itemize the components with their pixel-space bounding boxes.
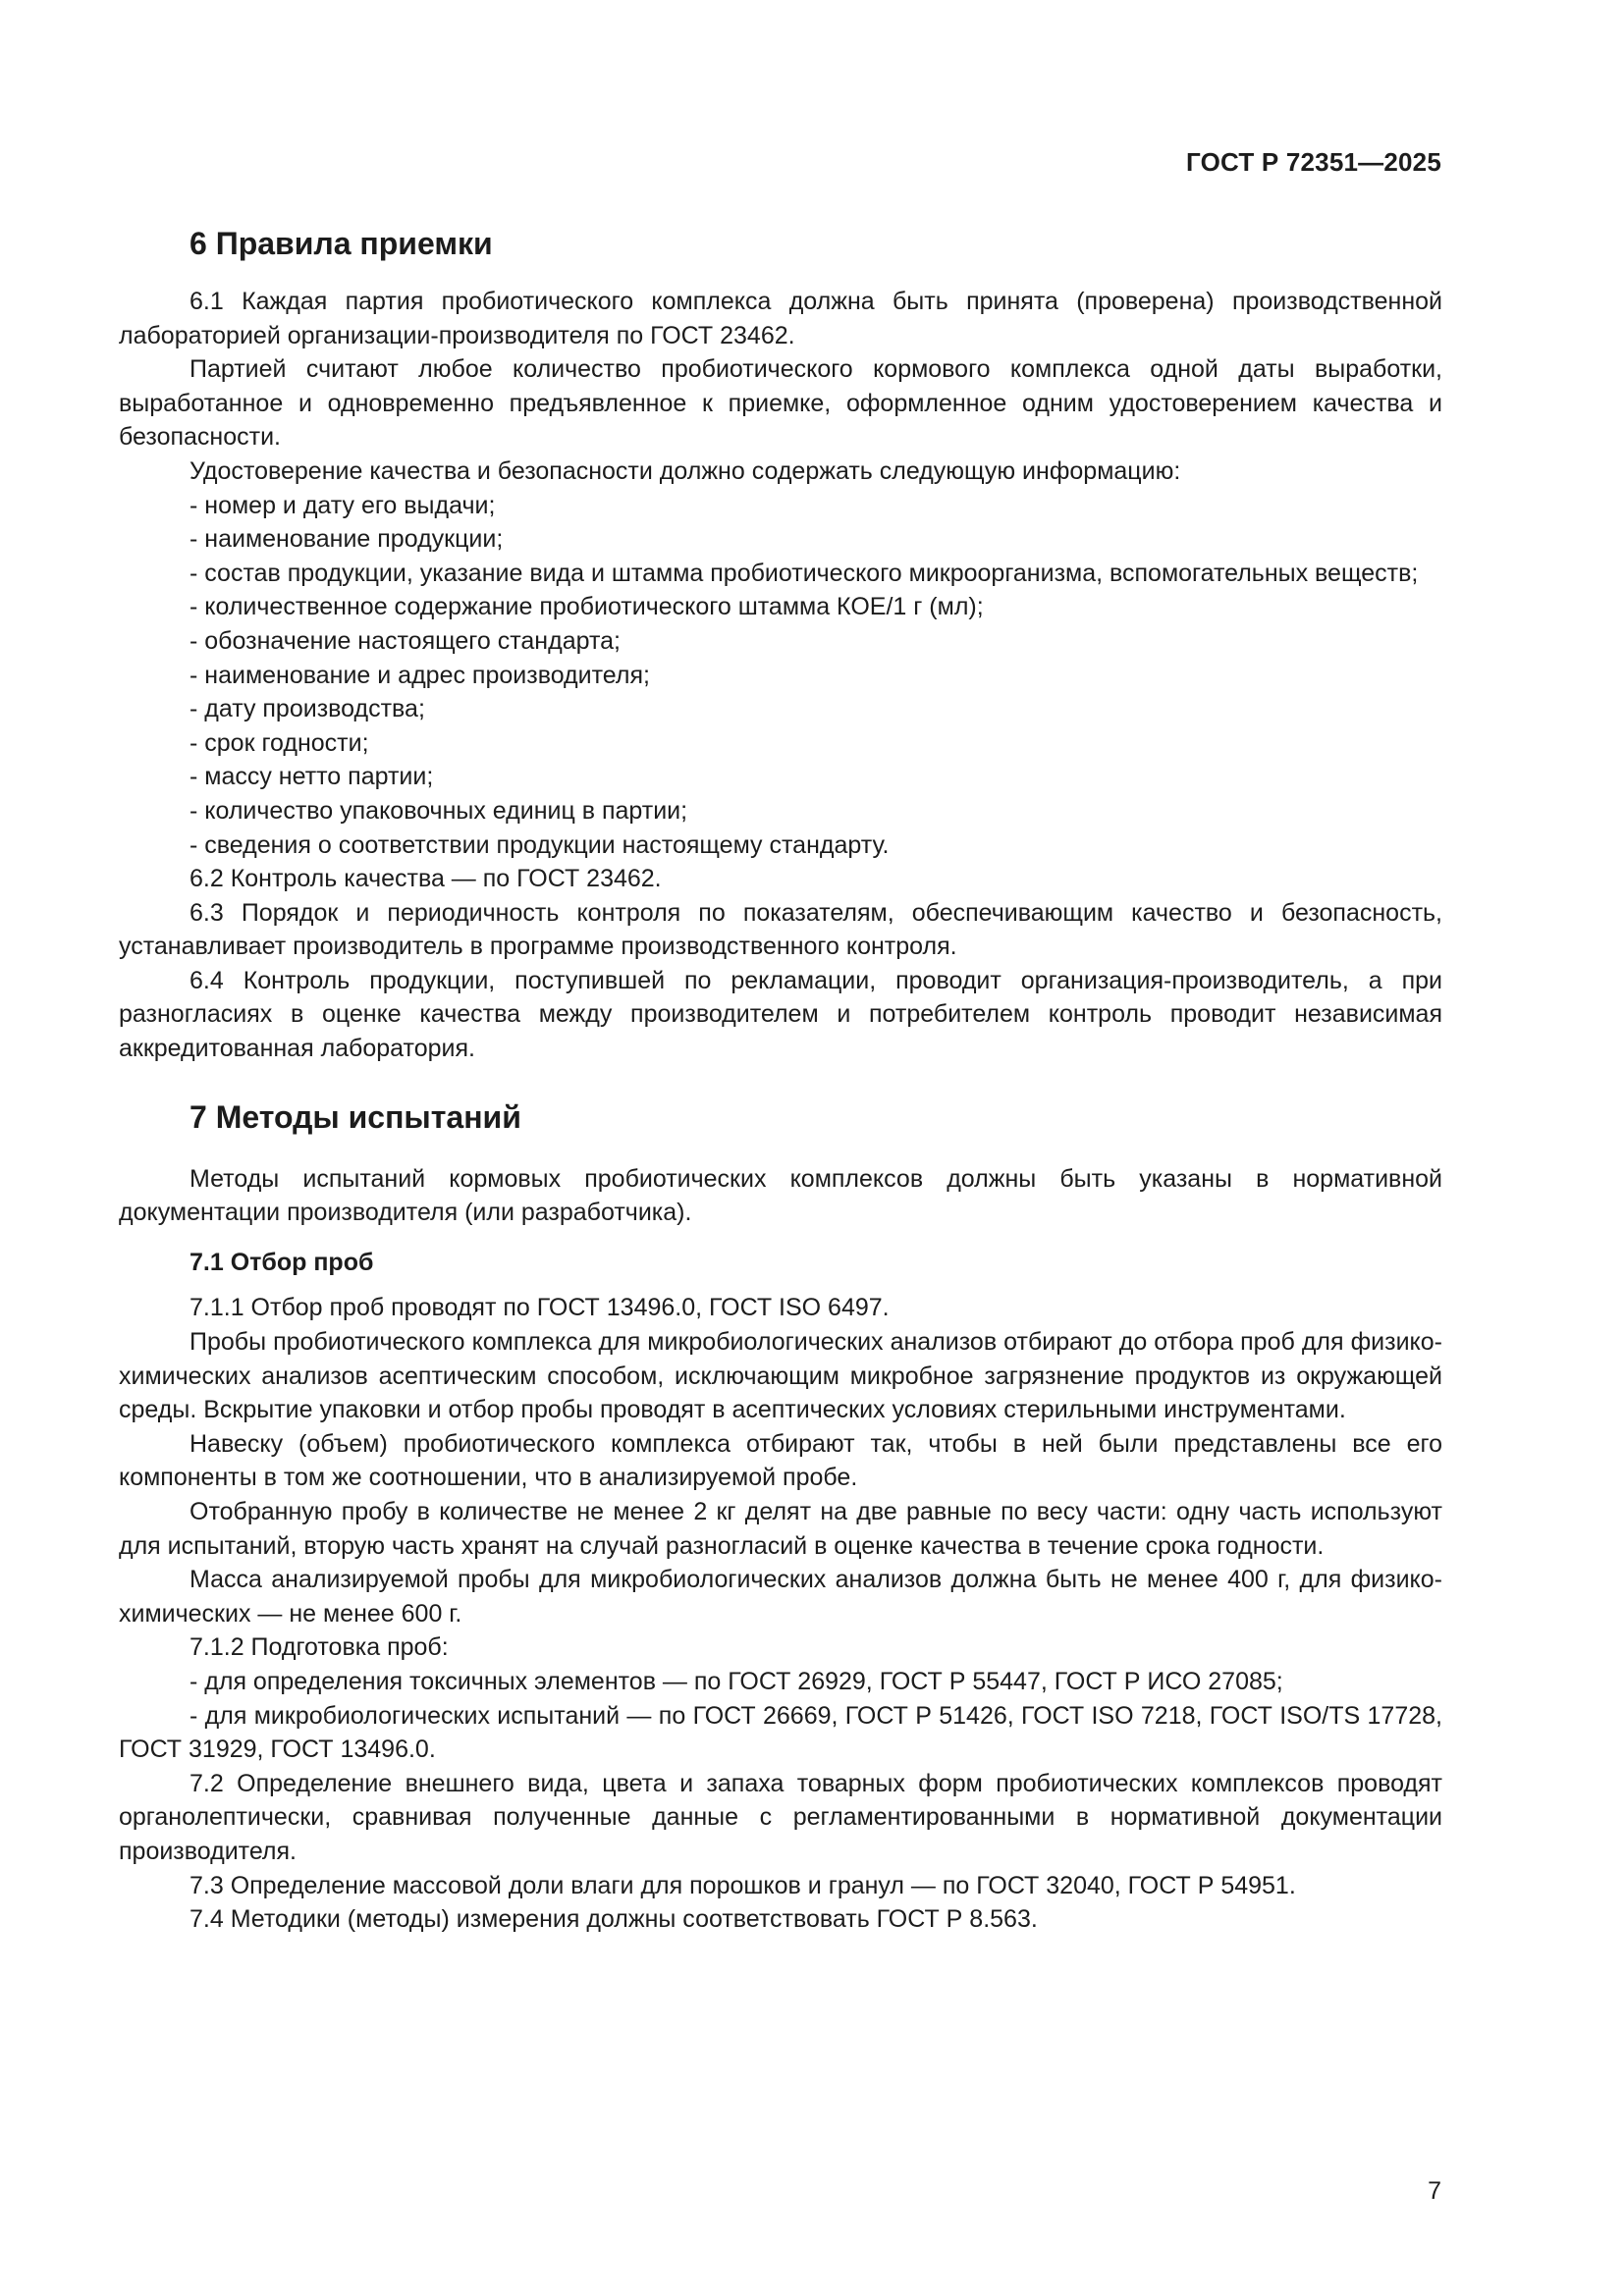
paragraph-microbiological-tests: - для микробиологических испытаний — по ГОСТ 26669, ГОСТ Р 51426, ГОСТ ISO 7218, ГОСТ ISO/TS 17728, ГОСТ 31929, ГОСТ 13496.0. bbox=[119, 1701, 1442, 1764]
paragraph-toxic-elements: - для определения токсичных элементов — по ГОСТ 26929, ГОСТ Р 55447, ГОСТ Р ИСО 27085; bbox=[189, 1667, 1283, 1695]
paragraph-7-intro: Методы испытаний кормовых пробиотических комплексов должны быть указаны в нормативной документации производителя (или разработчика). bbox=[119, 1164, 1442, 1227]
list-item: - номер и дату его выдачи; bbox=[189, 491, 496, 519]
paragraph-7-2: 7.2 Определение внешнего вида, цвета и запаха товарных форм пробиотических комплексов проводят органолептически, сравнивая полученные данные с регламентированными в нормативной документации производителя. bbox=[119, 1769, 1442, 1865]
list-item: - дату производства; bbox=[189, 695, 425, 723]
list-item: - количество упаковочных единиц в партии; bbox=[189, 796, 688, 825]
subsection-7-1-title: 7.1 Отбор проб bbox=[189, 1248, 374, 1276]
paragraph-batch-definition: Партией считают любое количество пробиотического кормового комплекса одной даты выработки, выработанное и одновременно предъявленное к приемке, оформленное одним удостоверением качества и безопасности. bbox=[119, 355, 1442, 452]
paragraph-certificate-info: Удостоверение качества и безопасности должно содержать следующую информацию: bbox=[189, 456, 1181, 485]
document-header-id: ГОСТ Р 72351—2025 bbox=[1186, 147, 1441, 177]
list-item: - обозначение настоящего стандарта; bbox=[189, 626, 621, 655]
paragraph-6-4: 6.4 Контроль продукции, поступившей по рекламации, проводит организация-производитель, а при разногласиях в оценке качества между производителем и потребителем контроль проводит независимая аккредитованная лаборатория. bbox=[119, 966, 1442, 1063]
paragraph-sample-mass: Масса анализируемой пробы для микробиологических анализов должна быть не менее 400 г, для физико-химических — не менее 600 г. bbox=[119, 1566, 1442, 1628]
list-item: - наименование продукции; bbox=[189, 525, 504, 554]
list-item: - количественное содержание пробиотического штамма КОЕ/1 г (мл); bbox=[189, 593, 984, 621]
paragraph-6-2: 6.2 Контроль качества — по ГОСТ 23462. bbox=[189, 865, 662, 893]
section-6-title: 6 Правила приемки bbox=[189, 226, 493, 261]
paragraph-7-3: 7.3 Определение массовой доли влаги для порошков и гранул — по ГОСТ 32040, ГОСТ Р 54951. bbox=[189, 1871, 1296, 1899]
paragraph-sample-portion: Навеску (объем) пробиотического комплекса отбирают так, чтобы в ней были представлены все его компоненты в том же соотношении, что в анализируемой пробе. bbox=[119, 1429, 1442, 1492]
list-item: - состав продукции, указание вида и штамма пробиотического микроорганизма, вспомогательных веществ; bbox=[189, 559, 1419, 587]
paragraph-sampling-aseptic: Пробы пробиотического комплекса для микробиологических анализов отбирают до отбора проб для физико-химических анализов асептическим способом, исключающим микробное загрязнение продуктов из окружающей среды. Вскрытие упаковки и отбор пробы проводят в асептических условиях стерильными инструментами. bbox=[119, 1328, 1442, 1424]
list-item: - наименование и адрес производителя; bbox=[189, 661, 650, 689]
paragraph-sample-split: Отобранную пробу в количестве не менее 2 кг делят на две равные по весу части: одну часть используют для испытаний, вторую часть хранят на случай разногласий в оценке качества в течение срока годности. bbox=[119, 1498, 1442, 1560]
list-item: - срок годности; bbox=[189, 728, 369, 757]
paragraph-6-3: 6.3 Порядок и периодичность контроля по показателям, обеспечивающим качество и безопасность, устанавливает производитель в программе производственного контроля. bbox=[119, 898, 1442, 961]
list-item: - массу нетто партии; bbox=[189, 763, 434, 791]
page-number: 7 bbox=[1428, 2177, 1441, 2205]
paragraph-7-1-2: 7.1.2 Подготовка проб: bbox=[189, 1633, 449, 1662]
section-7-title: 7 Методы испытаний bbox=[189, 1098, 521, 1135]
paragraph-6-1: 6.1 Каждая партия пробиотического комплекса должна быть принята (проверена) производственной лабораторией организации-производителя по ГОСТ 23462. bbox=[119, 288, 1442, 349]
paragraph-7-4: 7.4 Методики (методы) измерения должны соответствовать ГОСТ Р 8.563. bbox=[189, 1905, 1038, 1934]
paragraph-7-1-1: 7.1.1 Отбор проб проводят по ГОСТ 13496.0, ГОСТ ISO 6497. bbox=[189, 1294, 890, 1322]
certificate-info-list bbox=[119, 489, 1442, 863]
list-item: - сведения о соответствии продукции настоящему стандарту. bbox=[189, 830, 890, 859]
document-body bbox=[119, 224, 1442, 1937]
